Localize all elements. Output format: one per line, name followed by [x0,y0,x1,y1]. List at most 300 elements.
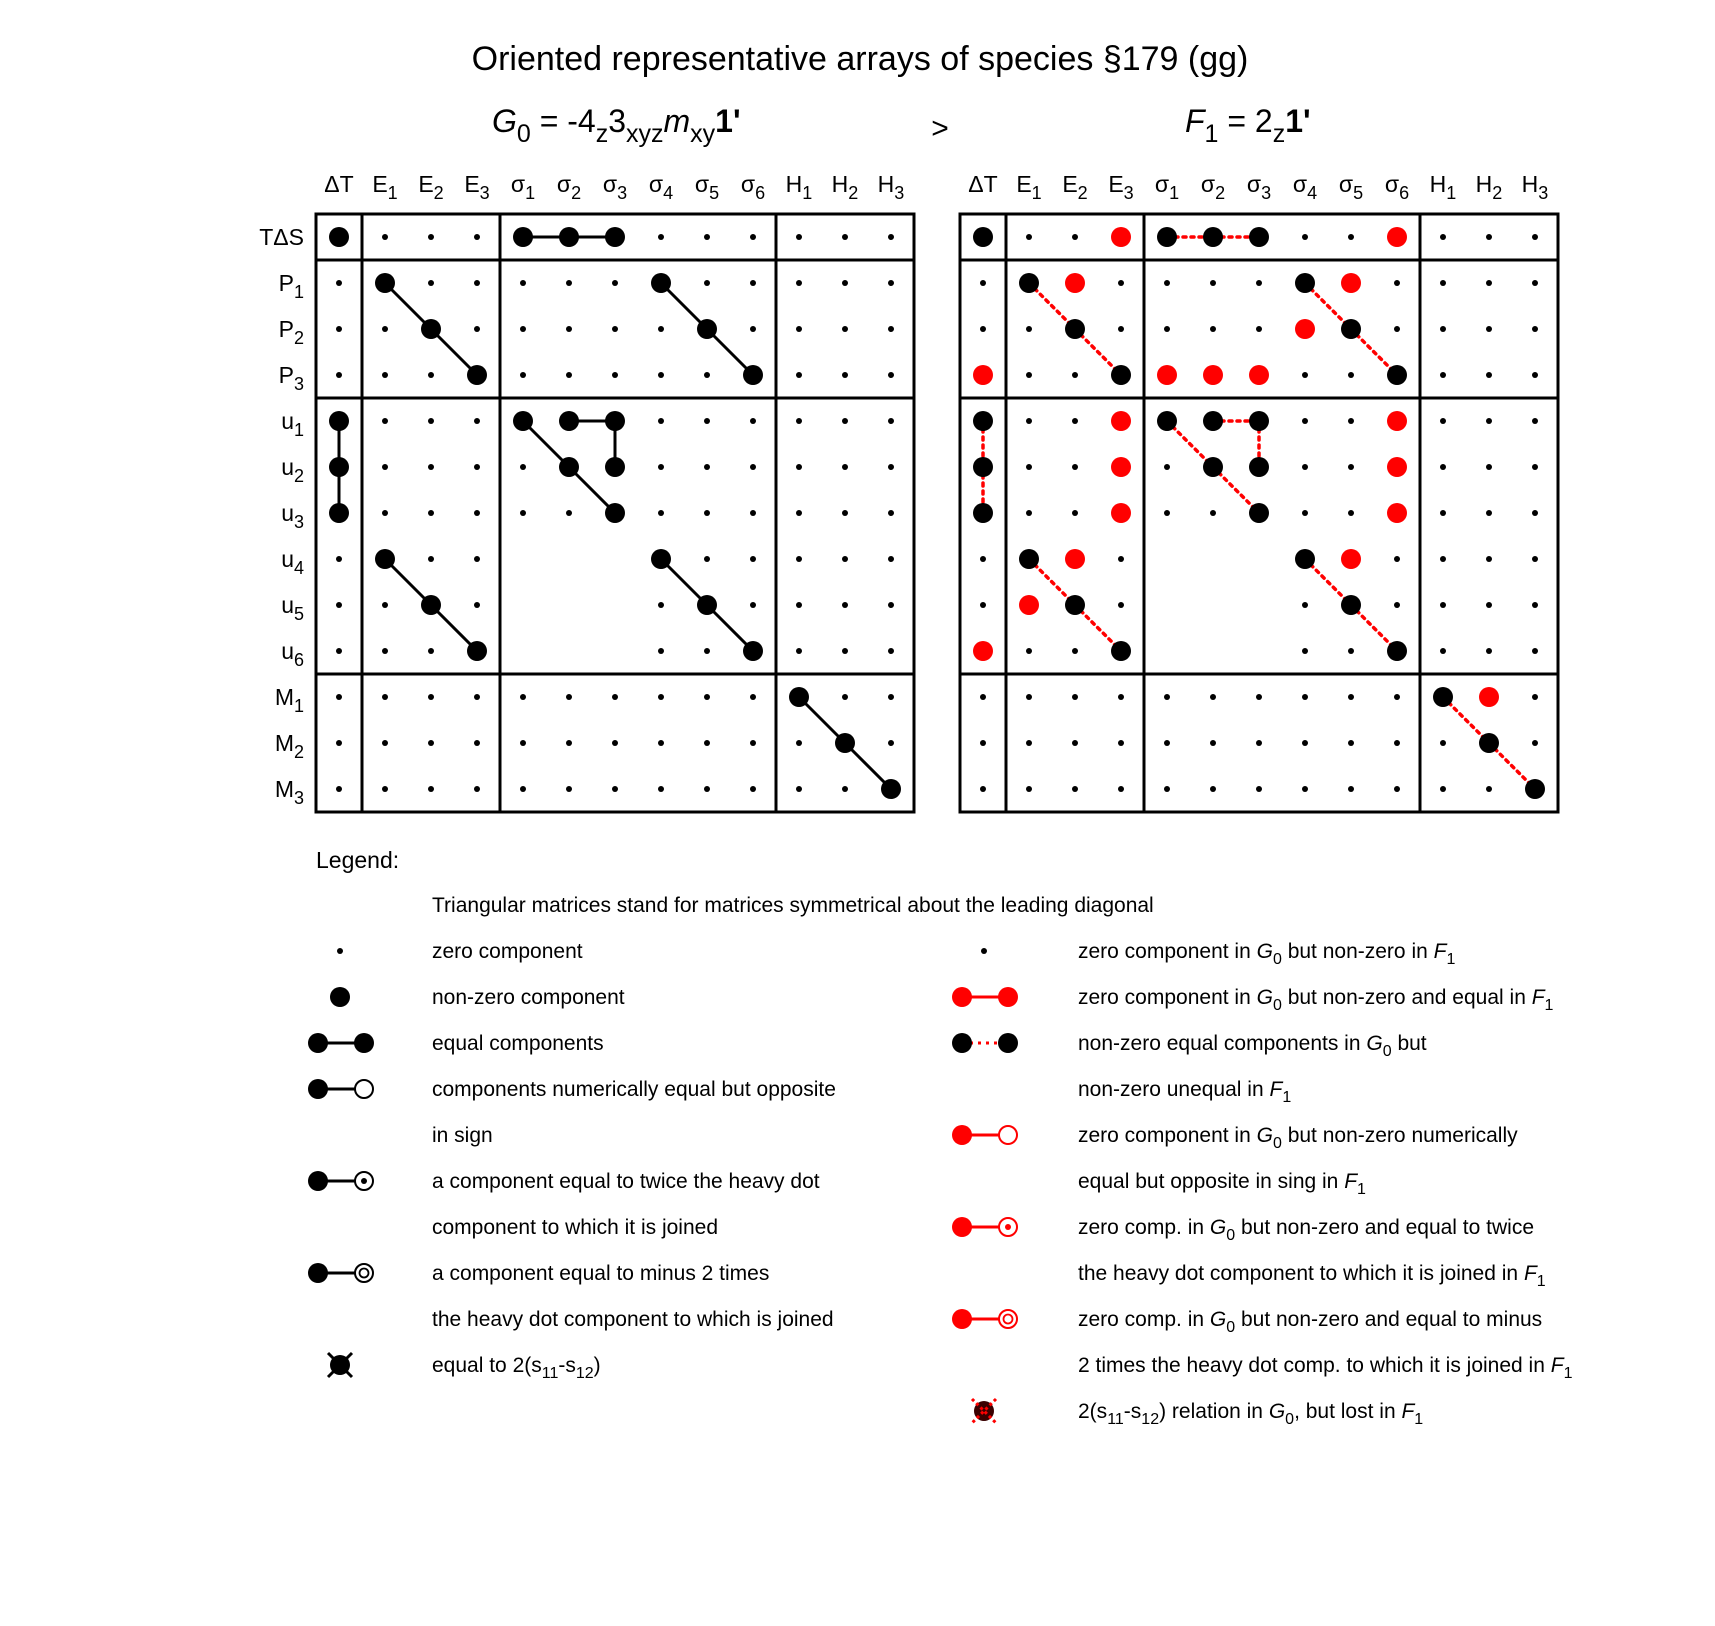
column-header [786,171,813,203]
nonzero-component [789,687,809,707]
text-run: σ [1338,171,1354,197]
zero-component [1072,372,1078,378]
column-header [324,171,353,197]
text-run: non-zero equal components in [1078,1032,1367,1055]
text-run: H [1521,171,1539,197]
zero-component [566,740,572,746]
zero-component [1394,280,1400,286]
zero-component [1118,556,1124,562]
column-header [464,171,489,203]
text-run: 11 [541,1365,559,1383]
text-run: 1 [1446,182,1457,203]
text-run: 4 [663,182,674,203]
column-header [557,171,581,203]
column-header [695,171,719,203]
nonzero-component [743,641,763,661]
zero-component [1440,740,1446,746]
zero-component [1440,786,1446,792]
nonzero-component [1065,319,1085,339]
text-run: 3 [1123,182,1134,203]
nonzero-component [513,227,533,247]
nonzero-component [697,595,717,615]
nonzero-component [881,779,901,799]
legend-item-big-dot [330,986,625,1009]
text-run: E [464,171,480,197]
text-run: z [1272,119,1286,148]
text-run: 0 [1272,951,1282,969]
column-header [832,171,859,203]
zero-component [750,556,756,562]
text-run: F [1185,103,1205,139]
text-run: P [278,362,294,388]
zero-component [1440,372,1446,378]
column-header [1155,171,1179,203]
zero-component [428,694,434,700]
zero-component [1210,510,1216,516]
row-header [281,546,304,578]
zero-component [750,418,756,424]
column-header [1062,171,1087,203]
zero-component [1210,694,1216,700]
nonzero-component [651,273,671,293]
text-run: G [1209,1216,1227,1239]
text-run: zero component [432,940,583,963]
new-nonzero-component [1249,365,1269,385]
text-run: 1' [715,103,741,139]
legend-item-dotted-equal [952,1032,1427,1106]
text-run: non-zero component [432,986,625,1009]
zero-component [1302,740,1308,746]
text-run: TΔS [259,224,304,250]
zero-component [336,602,342,608]
zero-component [750,464,756,470]
zero-component [336,556,342,562]
text-run: 1 [802,182,813,203]
zero-component [796,418,802,424]
column-header [968,171,997,197]
text-run: 6 [1399,182,1410,203]
text-run: 0 [1272,1135,1282,1153]
column-header [649,171,673,203]
zero-component [888,372,894,378]
column-header [418,171,443,203]
text-run: 1 [1204,119,1219,148]
zero-component [1026,786,1032,792]
text-run: E [1108,171,1124,197]
heavy-dot [952,1217,972,1237]
nonzero-component [1295,549,1315,569]
zero-component [750,510,756,516]
nonzero-component [1249,411,1269,431]
zero-component [750,326,756,332]
zero-component [612,740,618,746]
text-run: 4 [1307,182,1318,203]
zero-component [888,418,894,424]
zero-component [980,602,986,608]
text-run: ) relation in [1159,1400,1269,1423]
column-header [1522,171,1549,203]
legend-text [1078,1078,1291,1106]
text-run: M [274,730,294,756]
legend-text [432,1308,834,1331]
zero-component [704,786,710,792]
zero-component [1440,602,1446,608]
nonzero-component [329,227,349,247]
column-header [1339,171,1363,203]
text-run: 1 [1446,951,1456,969]
zero-component [842,602,848,608]
zero-component [1302,510,1308,516]
new-nonzero-component [1341,549,1361,569]
text-run: the heavy dot component to which is joined [432,1308,834,1331]
zero-component [1072,648,1078,654]
text-run: 1' [1285,103,1311,139]
zero-component [1164,280,1170,286]
heavy-dot [952,1309,972,1329]
text-run: equal components [432,1032,604,1055]
new-nonzero-component [973,365,993,385]
zero-component [474,326,480,332]
zero-component [888,602,894,608]
zero-component [336,372,342,378]
zero-component [1348,510,1354,516]
text-run: 1 [387,182,398,203]
zero-component [1440,280,1446,286]
text-run: component to which it is joined [432,1216,718,1239]
zero-component [796,510,802,516]
heavy-dot [952,1125,972,1145]
group-formula [1185,103,1311,148]
zero-component [750,740,756,746]
zero-component [1486,464,1492,470]
zero-component [980,786,986,792]
text-run: H [1429,171,1447,197]
nonzero-component [329,457,349,477]
text-run: 6 [293,649,304,670]
text-run: but non-zero numerically [1281,1124,1518,1147]
text-run: σ [740,171,756,197]
new-nonzero-component [1157,365,1177,385]
text-run: a component equal to minus 2 times [432,1262,770,1285]
zero-component [1348,234,1354,240]
zero-component [980,556,986,562]
zero-component [1210,326,1216,332]
nonzero-component [605,503,625,523]
text-run: G [1256,1124,1273,1147]
text-run: non-zero unequal in [1078,1078,1270,1101]
text-run: G [1256,986,1273,1009]
zero-component [888,464,894,470]
zero-component [382,740,388,746]
text-run: 1 [525,182,536,203]
zero-component [1256,694,1262,700]
nonzero-component [1249,503,1269,523]
zero-component [336,648,342,654]
text-run: 2 [433,182,444,203]
zero-component [520,694,526,700]
text-run: but non-zero in [1281,940,1434,963]
zero-component [1118,280,1124,286]
zero-component [1532,694,1538,700]
text-run: σ [1292,171,1308,197]
zero-component [1532,556,1538,562]
text-run: 4 [293,557,304,578]
zero-component [566,694,572,700]
new-nonzero-component [1295,319,1315,339]
legend-text [1078,1032,1427,1060]
zero-component [796,234,802,240]
zero-component [796,648,802,654]
row-header [275,684,304,716]
text-run: G [1209,1308,1227,1331]
legend-text [1078,1216,1534,1244]
zero-component [1302,786,1308,792]
row-header [279,362,304,394]
heavy-dot [308,1033,328,1053]
zero-component [1164,740,1170,746]
zero-component [842,694,848,700]
text-run: ΔT [968,171,998,197]
legend-text [1078,1170,1366,1198]
legend-left-column [308,940,836,1382]
nonzero-component [467,365,487,385]
zero-component [612,372,618,378]
text-run: zero comp. in [1078,1216,1210,1239]
heavy-dot [308,1263,328,1283]
zero-component [1348,464,1354,470]
zero-component [796,280,802,286]
text-run: 2 [1215,182,1226,203]
zero-component [1532,648,1538,654]
zero-component [1164,510,1170,516]
zero-component [1072,786,1078,792]
text-run: H [877,171,895,197]
zero-component [428,464,434,470]
zero-component [1026,234,1032,240]
zero-component [1302,648,1308,654]
nonzero-component [605,457,625,477]
zero-component [658,326,664,332]
zero-component [1072,740,1078,746]
zero-component [474,602,480,608]
legend-item-red-equal [952,986,1554,1014]
nonzero-component [513,411,533,431]
legend-text [432,940,583,963]
text-run: 12 [575,1365,594,1383]
text-run: 2 [293,741,304,762]
legend-item-red-minus-two [952,1308,1573,1382]
nonzero-component [421,319,441,339]
open-circle [999,1126,1017,1144]
text-run: G [1366,1032,1383,1055]
zero-component [382,464,388,470]
zero-component [842,464,848,470]
legend-item-twice [308,1170,820,1239]
zero-component [658,740,664,746]
text-run: F [1523,1262,1537,1285]
heavy-dot [354,1033,374,1053]
zero-component [474,280,480,286]
legend-item-equal [308,1032,604,1055]
zero-component [658,510,664,516]
text-run: components numerically equal but opposite [432,1078,836,1101]
nonzero-component [697,319,717,339]
zero-component [382,234,388,240]
zero-component [1026,694,1032,700]
zero-component [796,740,802,746]
zero-component [336,740,342,746]
zero-component-symbol [337,948,343,954]
zero-component [520,372,526,378]
text-run: 2 [848,182,859,203]
legend-text [432,1032,604,1055]
comparison-symbol: > [931,112,949,145]
column-header [1108,171,1133,203]
zero-component [566,280,572,286]
nonzero-component [973,457,993,477]
new-nonzero-component [973,641,993,661]
zero-component [1118,326,1124,332]
nonzero-component [421,595,441,615]
zero-component [658,786,664,792]
zero-component [1394,326,1400,332]
zero-component [796,556,802,562]
new-nonzero-component [1387,503,1407,523]
zero-component [750,786,756,792]
zero-component [566,326,572,332]
row-header [281,592,304,624]
legend-item-red-twice [952,1216,1546,1290]
text-run: u [281,454,294,480]
zero-component [428,556,434,562]
new-nonzero-component [1065,549,1085,569]
zero-component [1026,648,1032,654]
new-nonzero-component [1341,273,1361,293]
zero-component [428,372,434,378]
zero-component [382,326,388,332]
legend-text [432,1216,718,1239]
zero-component [888,280,894,286]
row-header [281,454,304,486]
new-nonzero-component [1111,411,1131,431]
text-run: E [1062,171,1078,197]
column-header [1016,171,1041,203]
legend-text [432,1124,493,1147]
legend-text [1078,1124,1518,1152]
zero-component [336,280,342,286]
new-nonzero-component [1203,365,1223,385]
zero-component [1486,372,1492,378]
zero-component [888,234,894,240]
legend-text [1078,1308,1542,1336]
zero-component [1072,464,1078,470]
nonzero-component [559,457,579,477]
zero-component [658,418,664,424]
legend-note: Triangular matrices stand for matrices symmetrical about the leading diagonal [432,894,1154,917]
heavy-dot [952,987,972,1007]
text-run: -s [1123,1400,1142,1423]
zero-component [1026,510,1032,516]
zero-component [1302,418,1308,424]
nonzero-component [559,411,579,431]
zero-component [704,556,710,562]
text-run: σ [1154,171,1170,197]
zero-component [1026,418,1032,424]
zero-component [704,280,710,286]
zero-component [980,694,986,700]
zero-component [1210,280,1216,286]
zero-component [704,740,710,746]
zero-component [382,648,388,654]
inner-ring [360,1269,369,1278]
zero-component [980,740,986,746]
zero-component [1348,740,1354,746]
zero-component [1302,234,1308,240]
zero-component [1394,786,1400,792]
text-run: zero component in [1078,986,1257,1009]
new-nonzero-component [1111,227,1131,247]
nonzero-component [835,733,855,753]
zero-component [474,786,480,792]
zero-component [474,740,480,746]
text-run: u [281,408,294,434]
nonzero-component [467,641,487,661]
text-run: equal but opposite in sing in [1078,1170,1345,1193]
zero-component [1532,234,1538,240]
text-run: 0 [1226,1319,1236,1337]
nonzero-component [1157,411,1177,431]
zero-component [888,556,894,562]
nonzero-component [973,503,993,523]
text-run: zero component in [1078,940,1257,963]
nonzero-component [329,503,349,523]
zero-component [428,418,434,424]
zero-component [1394,556,1400,562]
zero-component [520,464,526,470]
zero-component [1486,648,1492,654]
text-run: u [281,638,294,664]
text-run: σ [648,171,664,197]
open-circle [355,1080,373,1098]
text-run: 1 [1536,1273,1546,1291]
zero-component [1440,556,1446,562]
text-run: H [785,171,803,197]
zero-component [474,510,480,516]
row-header [281,408,304,440]
legend-text [432,1354,601,1382]
text-run: 2 [1492,182,1503,203]
zero-component [842,372,848,378]
text-run: xyz [626,119,664,148]
zero-component [1256,786,1262,792]
text-run: ΔT [324,171,354,197]
text-run: E [372,171,388,197]
text-run: 1 [1169,182,1180,203]
zero-component [1072,510,1078,516]
zero-component [888,510,894,516]
column-header [1247,171,1271,203]
text-run: 0 [1285,1411,1295,1429]
text-run: σ [556,171,572,197]
row-header [275,730,304,762]
zero-component [1440,510,1446,516]
zero-component [1302,602,1308,608]
text-run: 3 [479,182,490,203]
zero-component [1440,234,1446,240]
inner-ring [1004,1315,1013,1324]
text-run: = 2 [1218,103,1273,139]
zero-component [704,234,710,240]
